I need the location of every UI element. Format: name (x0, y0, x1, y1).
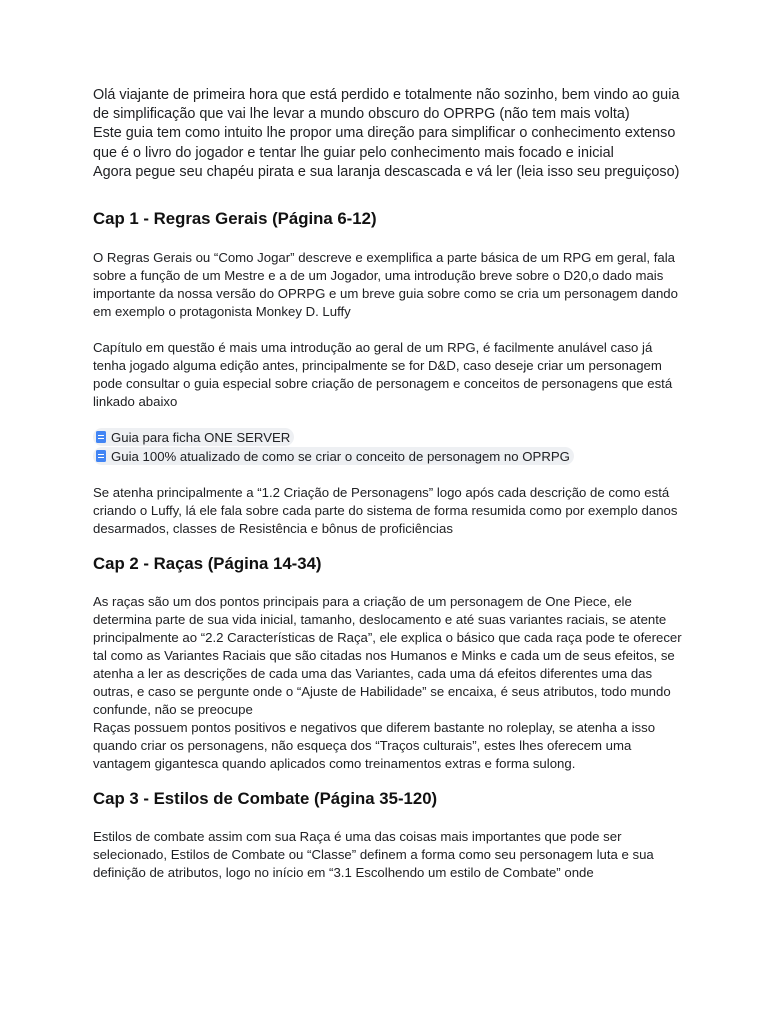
cap3-paragraph: Estilos de combate assim com sua Raça é uma das coisas mais importantes que pode ser selecionado, Estilos de Combate ou “Classe” definem a forma como seu personagem luta e sua definição de atributos, logo no início em “3.1 Escolhendo um estilo de Combate” onde (93, 829, 654, 881)
cap1-paragraph: Se atenha principalmente a “1.2 Criação de Personagens” logo após cada descrição de como está criando o Luffy, lá ele fala sobre cada parte do sistema de forma resumida como por exemplo danos desarmados, classes de Resistência e bônus de proficiências (93, 485, 678, 537)
document-page (93, 86, 683, 882)
intro-paragraph: Este guia tem como intuito lhe propor uma direção para simplificar o conhecimento extenso que é o livro do jogador e tentar lhe guiar pelo conhecimento mais focado e inicial (93, 125, 676, 161)
intro-paragraph: Agora pegue seu chapéu pirata e sua laranja descascada e vá ler (leia isso seu preguiçoso) (93, 163, 680, 180)
google-docs-icon (96, 450, 106, 462)
linked-docs (93, 428, 683, 465)
linked-doc-row (93, 428, 683, 446)
cap1-paragraph: Capítulo em questão é mais uma introdução ao geral de um RPG, é facilmente anulável caso já tenha jogado alguma edição antes, principalmente se for D&D, caso deseje criar um personagem pode consultar o guia especial sobre criação de personagem e conceitos de personagens que está linkado abaixo (93, 340, 673, 410)
cap2-paragraph: As raças são um dos pontos principais para a criação de um personagem de One Piece, ele determina parte de sua vida inicial, tamanho, deslocamento e até suas variantes raciais, se atente principalmente ao “2.2 Características de Raça”, ele explica o básico que cada raça pode te oferecer tal como as Variantes Raciais que são citadas nos Humanos e Minks e cada um de seus efeitos, se atenha a ler as descrições de cada uma das Variantes, cada uma dá efeitos diferentes uma das outras, e caso se pergunte onde o “Ajuste de Habilidade” se encaixa, é seus atributos, todo mundo confunde, não se preocupe (93, 594, 682, 718)
link-chip-ficha-one-server[interactable] (93, 428, 294, 446)
google-docs-icon (96, 431, 106, 443)
cap1-heading: Cap 1 - Regras Gerais (Página 6-12) (93, 209, 377, 229)
link-chip-label: Guia para ficha ONE SERVER (111, 429, 291, 445)
linked-doc-row (93, 447, 683, 465)
link-chip-conceito-personagem[interactable] (93, 447, 574, 465)
cap2-heading: Cap 2 - Raças (Página 14-34) (93, 554, 322, 574)
cap3-heading: Cap 3 - Estilos de Combate (Página 35-120) (93, 789, 438, 809)
cap2-paragraph: Raças possuem pontos positivos e negativos que diferem bastante no roleplay, se atenha a isso quando criar os personagens, não esqueça dos “Traços culturais”, estes lhes oferecem uma vantagem gigantesca quando aplicados como treinamentos extras e forma sulong. (93, 720, 656, 772)
link-chip-label: Guia 100% atualizado de como se criar o conceito de personagem no OPRPG (111, 448, 570, 464)
intro-section (93, 86, 683, 182)
intro-paragraph: Olá viajante de primeira hora que está perdido e totalmente não sozinho, bem vindo ao guia de simplificação que vai lhe levar a mundo obscuro do OPRPG (não tem mais volta) (93, 87, 680, 123)
cap1-paragraph: O Regras Gerais ou “Como Jogar” descreve e exemplifica a parte básica de um RPG em geral, fala sobre a função de um Mestre e a de um Jogador, uma introdução breve sobre o D20,o dado mais importante da nossa versão do OPRPG e um breve guia sobre como se cria um personagem dando em exemplo o protagonista Monkey D. Luffy (93, 250, 678, 320)
